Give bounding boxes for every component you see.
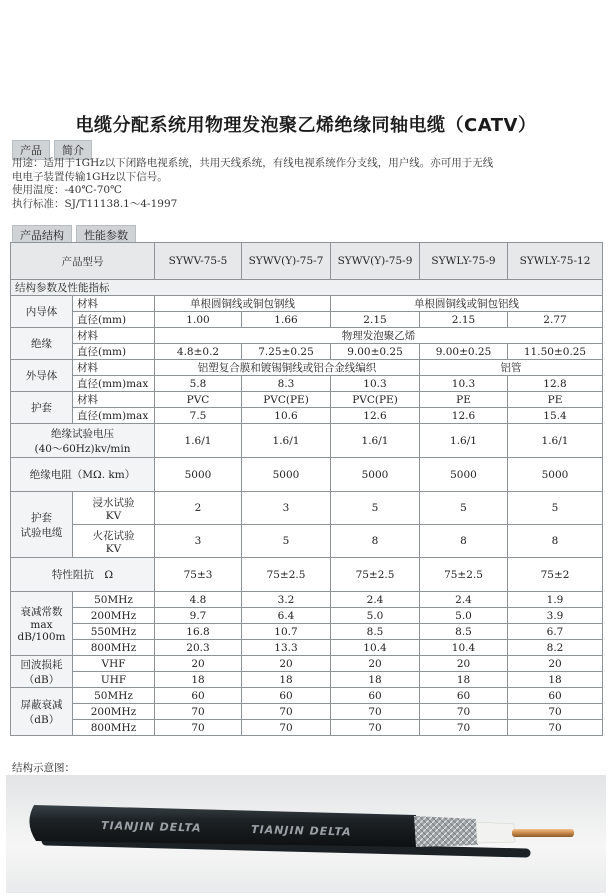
table-cell: 70 xyxy=(420,720,508,736)
table-cell: 8.3 xyxy=(242,376,331,392)
table-cell: 5 xyxy=(331,492,420,525)
foam-insulation xyxy=(476,822,515,843)
model-header: SYWV-75-5 xyxy=(155,243,242,280)
table-row xyxy=(11,688,603,704)
brand-print: TIANJIN DELTA xyxy=(100,819,202,835)
freq-label: 200MHz xyxy=(73,608,155,624)
table-cell: PVC xyxy=(155,392,242,408)
table-cell: 18 xyxy=(331,672,420,688)
table-row xyxy=(11,296,603,312)
table-cell: 20 xyxy=(420,656,508,672)
label-line: 火花试验 xyxy=(92,529,135,542)
usage-line-2: 电电子装置传输1GHz以下信号。 xyxy=(12,170,168,183)
table-row xyxy=(11,360,603,376)
row-sub-label: 材料 xyxy=(73,328,155,344)
model-header: SYWV(Y)-75-9 xyxy=(331,243,420,280)
shielding-label xyxy=(11,688,73,736)
cable-jacket xyxy=(29,805,418,847)
table-cell: 4.8±0.2 xyxy=(155,344,242,360)
table-cell: 9.7 xyxy=(155,608,242,624)
table-cell: 75±2 xyxy=(508,558,603,592)
table-cell: 60 xyxy=(331,688,420,704)
table-cell: 1.6/1 xyxy=(242,424,331,458)
freq-label: 50MHz xyxy=(73,688,155,704)
label-line: KV xyxy=(105,509,122,522)
table-cell: 75±2.5 xyxy=(242,558,331,592)
model-header: SYWLY-75-9 xyxy=(420,243,508,280)
tab-intro[interactable]: 简介 xyxy=(54,140,92,160)
band-label: VHF xyxy=(73,656,155,672)
table-cell: 6.4 xyxy=(242,608,331,624)
freq-label: 50MHz xyxy=(73,592,155,608)
row-group-label: 护套 xyxy=(11,392,73,424)
table-cell: PE xyxy=(508,392,603,408)
table-cell: 铝管 xyxy=(420,360,603,376)
insulation-resistance-label: 绝缘电阻（MΩ. km） xyxy=(11,458,155,492)
jacket-test-label xyxy=(11,492,73,558)
table-cell: 4.8 xyxy=(155,592,242,608)
table-cell: 1.00 xyxy=(155,312,242,328)
table-cell: 单根圆铜线或铜包钢线 xyxy=(155,296,331,312)
label-line: dB/100m xyxy=(17,631,66,643)
model-header: SYWV(Y)-75-7 xyxy=(242,243,331,280)
tab-product[interactable]: 产品 xyxy=(12,140,50,160)
intro-text xyxy=(12,157,602,211)
table-cell: 9.00±0.25 xyxy=(420,344,508,360)
table-cell: 16.8 xyxy=(155,624,242,640)
row-group-label: 外导体 xyxy=(11,360,73,392)
return-loss-label xyxy=(11,656,73,688)
table-cell: 18 xyxy=(155,672,242,688)
table-cell: 18 xyxy=(508,672,603,688)
table-cell: 1.6/1 xyxy=(508,424,603,458)
table-cell: PE xyxy=(420,392,508,408)
table-cell: 5000 xyxy=(331,458,420,492)
table-cell: 13.3 xyxy=(242,640,331,656)
tab-structure[interactable]: 产品结构 xyxy=(12,225,72,245)
table-cell: 5 xyxy=(508,492,603,525)
table-cell: 5.0 xyxy=(420,608,508,624)
standard-line: 执行标准：SJ/T11138.1～4-1997 xyxy=(12,197,178,210)
cable-braid xyxy=(414,816,478,847)
row-sub-label: 直径(mm)max xyxy=(73,376,155,392)
table-cell: PVC(PE) xyxy=(242,392,331,408)
table-cell: 2.4 xyxy=(420,592,508,608)
page-title: 电缆分配系统用物理发泡聚乙烯绝缘同轴电缆（CATV） xyxy=(75,115,537,136)
table-cell: 8.5 xyxy=(420,624,508,640)
table-row xyxy=(11,312,603,328)
table-cell: 5.8 xyxy=(155,376,242,392)
table-cell: 1.6/1 xyxy=(155,424,242,458)
cable-photo xyxy=(6,775,606,893)
table-cell: 5000 xyxy=(420,458,508,492)
brand-print: TIANJIN DELTA xyxy=(250,823,352,839)
table-cell: 75±3 xyxy=(155,558,242,592)
row-sub-label: 材料 xyxy=(73,360,155,376)
table-row xyxy=(11,424,603,458)
table-cell: 8.5 xyxy=(331,624,420,640)
table-cell: 60 xyxy=(242,688,331,704)
table-cell: 70 xyxy=(508,704,603,720)
table-row xyxy=(11,525,603,558)
struct-section-title: 结构参数及性能指标 xyxy=(11,280,603,296)
table-cell: 5 xyxy=(420,492,508,525)
table-row xyxy=(11,492,603,525)
table-cell: 9.00±0.25 xyxy=(331,344,420,360)
table-cell: 20 xyxy=(242,656,331,672)
table-row xyxy=(11,458,603,492)
model-header: SYWLY-75-12 xyxy=(508,243,603,280)
table-cell: 75±2.5 xyxy=(331,558,420,592)
table-row xyxy=(11,328,603,344)
table-cell: 70 xyxy=(242,720,331,736)
table-cell: 5000 xyxy=(242,458,331,492)
table-cell: 3 xyxy=(242,492,331,525)
table-cell: 5000 xyxy=(155,458,242,492)
temperature-line: 使用温度：-40℃-70℃ xyxy=(12,184,122,196)
table-cell: 12.8 xyxy=(508,376,603,392)
row-sub-label: 材料 xyxy=(73,296,155,312)
table-row xyxy=(11,392,603,408)
freq-label: 550MHz xyxy=(73,624,155,640)
table-row xyxy=(11,720,603,736)
table-cell: 10.7 xyxy=(242,624,331,640)
table-cell: 70 xyxy=(508,720,603,736)
table-cell: 70 xyxy=(242,704,331,720)
table-cell: 20.3 xyxy=(155,640,242,656)
table-row xyxy=(11,656,603,672)
freq-label: 800MHz xyxy=(73,720,155,736)
table-row xyxy=(11,408,603,424)
table-cell: 70 xyxy=(155,720,242,736)
row-sub-label: 直径(mm)max xyxy=(73,408,155,424)
table-cell: 10.4 xyxy=(420,640,508,656)
label-line: 浸水试验 xyxy=(92,496,135,509)
table-cell: 1.66 xyxy=(242,312,331,328)
table-cell: 60 xyxy=(155,688,242,704)
table-cell: 7.25±0.25 xyxy=(242,344,331,360)
table-row xyxy=(11,376,603,392)
cable-illustration xyxy=(6,775,606,893)
label-line: 绝缘试验电压 xyxy=(51,427,114,440)
row-sub-label: 材料 xyxy=(73,392,155,408)
label-line: （dB） xyxy=(23,713,60,726)
spec-table xyxy=(10,242,603,736)
label-line: KV xyxy=(105,542,122,555)
table-cell: 2.77 xyxy=(508,312,603,328)
freq-label: 200MHz xyxy=(73,704,155,720)
label-line: (40～60Hz)kv/min xyxy=(34,442,131,455)
table-cell: 20 xyxy=(155,656,242,672)
inner-conductor xyxy=(512,829,574,837)
table-cell: 18 xyxy=(420,672,508,688)
table-cell: 60 xyxy=(420,688,508,704)
table-cell: 18 xyxy=(242,672,331,688)
table-cell: 70 xyxy=(331,704,420,720)
table-cell: 10.6 xyxy=(242,408,331,424)
row-sub-label: 直径(mm) xyxy=(73,344,155,360)
table-cell: 8 xyxy=(508,525,603,558)
table-cell: 5 xyxy=(242,525,331,558)
table-cell: 2.4 xyxy=(331,592,420,608)
table-cell: 75±2.5 xyxy=(420,558,508,592)
label-line: （dB） xyxy=(23,673,60,686)
table-cell: 15.4 xyxy=(508,408,603,424)
table-row xyxy=(11,624,603,640)
table-cell: 1.9 xyxy=(508,592,603,608)
table-row xyxy=(11,344,603,360)
table-row xyxy=(11,640,603,656)
table-cell: PVC(PE) xyxy=(331,392,420,408)
table-row xyxy=(11,280,603,296)
table-cell: 单根圆铜线或铜包铝线 xyxy=(331,296,603,312)
table-cell: 10.3 xyxy=(331,376,420,392)
row-sub-label: 直径(mm) xyxy=(73,312,155,328)
table-cell: 1.6/1 xyxy=(331,424,420,458)
table-cell: 2 xyxy=(155,492,242,525)
table-cell: 2.15 xyxy=(420,312,508,328)
header-model-label: 产品型号 xyxy=(11,243,155,280)
table-cell: 10.4 xyxy=(331,640,420,656)
row-group-label: 绝缘 xyxy=(11,328,73,360)
table-cell: 2.15 xyxy=(331,312,420,328)
label-line: 回波损耗 xyxy=(20,658,63,671)
water-test-label xyxy=(73,492,155,525)
table-header-row xyxy=(11,243,603,280)
table-cell: 1.6/1 xyxy=(420,424,508,458)
label-line: 衰减常数 xyxy=(20,606,63,618)
attenuation-label xyxy=(11,592,73,656)
label-line: max xyxy=(30,619,53,631)
label-line: 护套 xyxy=(31,511,52,524)
table-row xyxy=(11,558,603,592)
insulation-voltage-label xyxy=(11,424,155,458)
structure-caption: 结构示意图： xyxy=(12,762,75,774)
table-cell: 6.7 xyxy=(508,624,603,640)
row-group-label: 内导体 xyxy=(11,296,73,328)
table-cell: 8 xyxy=(331,525,420,558)
impedance-label: 特性阻抗 Ω xyxy=(11,558,155,592)
usage-line-1: 用途：适用于1GHz以下闭路电视系统，共用天线系统，有线电视系统作分支线，用户线。亦可用于无线 xyxy=(12,157,494,169)
table-cell: 8 xyxy=(420,525,508,558)
table-cell: 7.5 xyxy=(155,408,242,424)
table-cell: 70 xyxy=(420,704,508,720)
table-cell: 5.0 xyxy=(331,608,420,624)
band-label: UHF xyxy=(73,672,155,688)
table-cell: 70 xyxy=(155,704,242,720)
table-cell: 5000 xyxy=(508,458,603,492)
table-cell: 20 xyxy=(331,656,420,672)
table-row xyxy=(11,672,603,688)
table-cell: 8.2 xyxy=(508,640,603,656)
label-line: 屏蔽衰减 xyxy=(20,698,63,711)
table-cell: 物理发泡聚乙烯 xyxy=(155,328,603,344)
table-cell: 20 xyxy=(508,656,603,672)
table-cell: 11.50±0.25 xyxy=(508,344,603,360)
table-cell: 铝塑复合膜和镀锡铜线或铝合金线编织 xyxy=(155,360,420,376)
table-cell: 12.6 xyxy=(331,408,420,424)
spark-test-label xyxy=(73,525,155,558)
table-row xyxy=(11,592,603,608)
freq-label: 800MHz xyxy=(73,640,155,656)
table-cell: 3.9 xyxy=(508,608,603,624)
tab-parameters[interactable]: 性能参数 xyxy=(76,225,136,245)
table-cell: 3 xyxy=(155,525,242,558)
table-cell: 10.3 xyxy=(420,376,508,392)
table-cell: 3.2 xyxy=(242,592,331,608)
table-row xyxy=(11,608,603,624)
table-cell: 12.6 xyxy=(420,408,508,424)
table-cell: 70 xyxy=(331,720,420,736)
table-cell: 60 xyxy=(508,688,603,704)
table-row xyxy=(11,704,603,720)
label-line: 试验电缆 xyxy=(20,526,63,539)
